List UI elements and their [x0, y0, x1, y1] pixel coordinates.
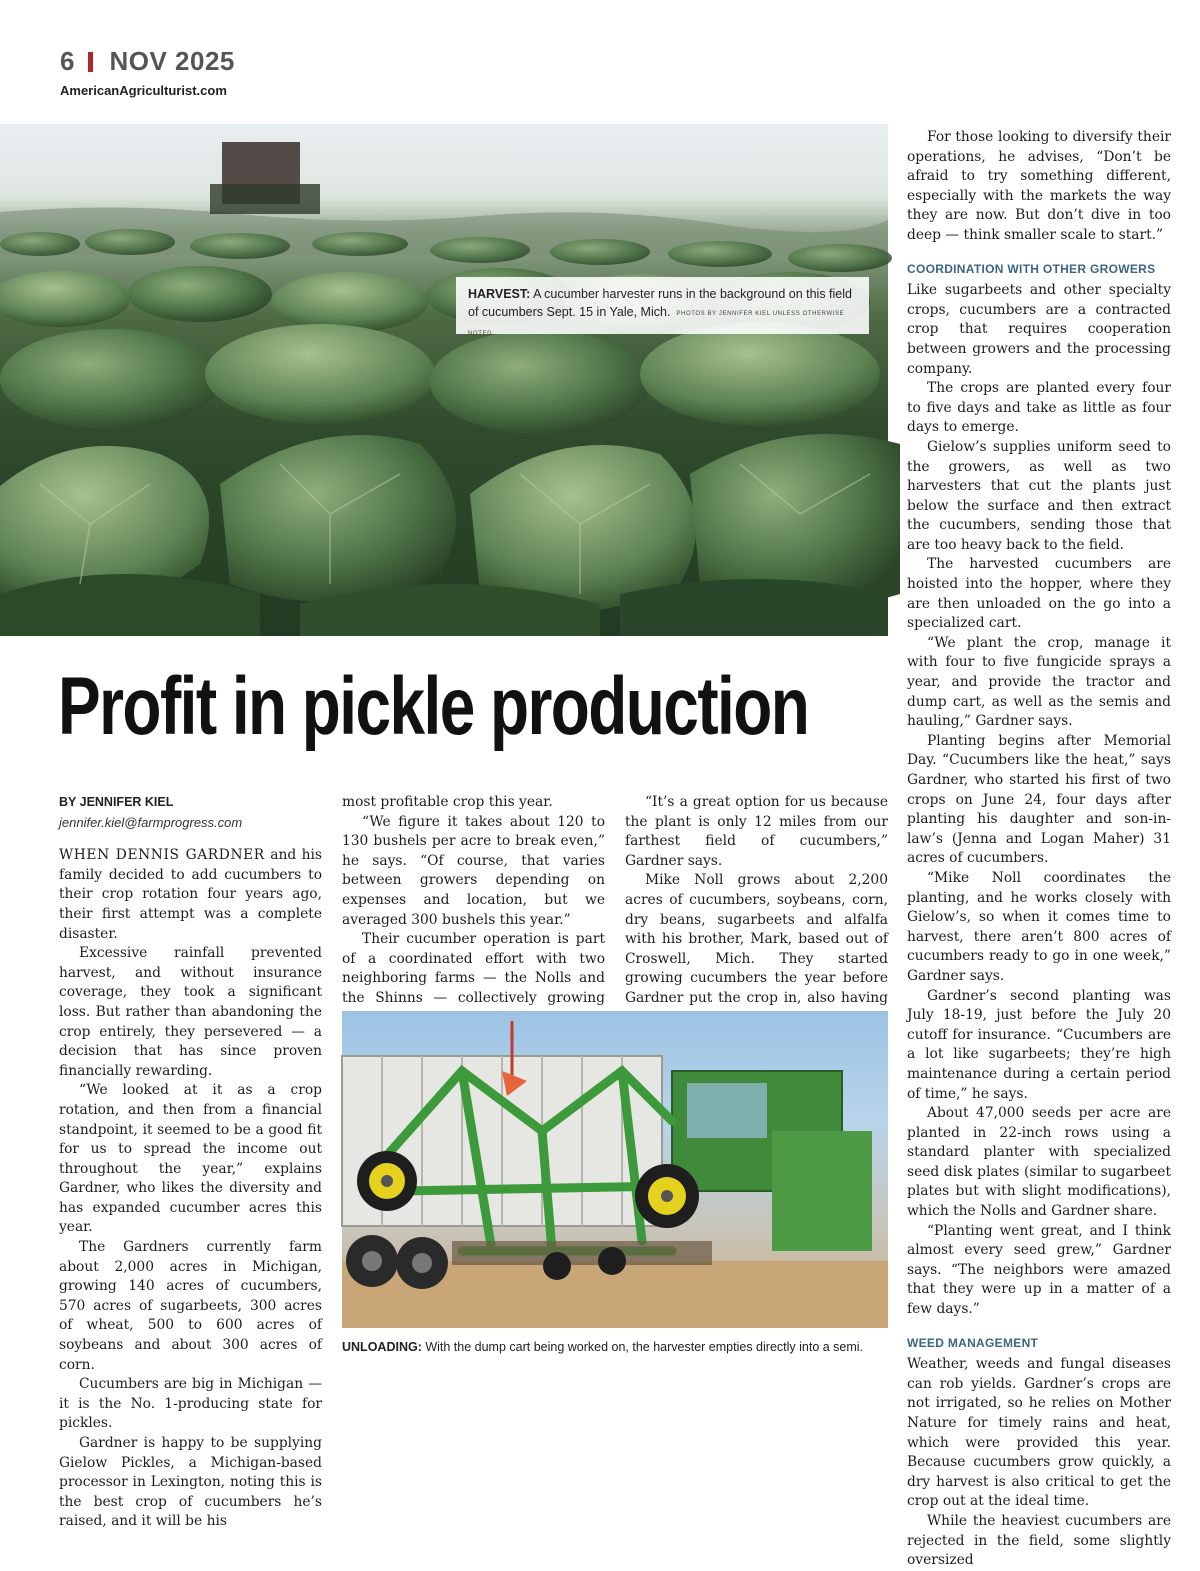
article-column-3 — [625, 793, 888, 1028]
harvester-illustration — [342, 1011, 888, 1328]
paragraph: The harvested cucumbers are hoisted into the hopper, where they are then unloaded on the go into a specialized cart. — [907, 556, 1171, 632]
byline: BY JENNIFER KIEL — [59, 795, 174, 809]
paragraph: Gielow’s supplies uniform seed to the growers, as well as two harvesters that cut the plants just below the surface and then extract the cucumbers, sending those that are too heavy back to the field. — [907, 438, 1171, 553]
paragraph: Like sugarbeets and other specialty crops, cucumbers are a contracted crop that requires cooperation between growers and the processing company. — [907, 282, 1171, 377]
paragraph: While the heaviest cucumbers are rejected in the field, some slightly oversized — [907, 1512, 1171, 1569]
paragraph: “We plant the crop, manage it with four to five fungicide sprays a year, and provide the tractor and dump cart, as well as the semis and hauling,” Gardner says. — [907, 634, 1171, 730]
paragraph: Cucumbers are big in Michigan — it is the No. 1-producing state for pickles. — [59, 1376, 322, 1432]
paragraph: Planting begins after Memorial Day. “Cucumbers like the heat,” says Gardner, who started his first of two crops on June 24, four days after planting his daughter and son-in-law’s (Jenna and Logan Maher) 31 acres of cucumbers. — [907, 732, 1171, 867]
article-headline: Profit in pickle production — [58, 661, 809, 752]
hero-caption-text: A cucumber harvester runs in the background on this field of cucumbers Sept. 15 in Yale, Mich. — [468, 287, 852, 319]
folio-divider — [88, 52, 93, 72]
article-column-2 — [342, 793, 605, 1028]
paragraph: “Planting went great, and I think almost every seed grew,” Gardner says. “The neighbors were amazed that they were up in a matter of a few days.” — [907, 1222, 1171, 1318]
paragraph: The crops are planted every four to five days and take as little as four days to emerge. — [907, 380, 1171, 436]
paragraph: Excessive rainfall prevented harvest, and without insurance coverage, they took a significant loss. But rather than abandoning the crop entirely, they persevered — a decision that has since proven financially rewarding. — [59, 945, 322, 1079]
subhead-coordination: COORDINATION WITH OTHER GROWERS — [907, 261, 1156, 276]
paragraph: The Gardners currently farm about 2,000 acres in Michigan, growing 140 acres of cucumbers, 570 acres of sugarbeets, 300 acres of wheat, 500 to 600 acres of soybeans and about 300 acres of corn. — [59, 1239, 322, 1373]
author-email[interactable]: jennifer.kiel@farmprogress.com — [59, 814, 243, 830]
hero-caption — [456, 277, 869, 337]
unloading-caption-label: UNLOADING: — [342, 1340, 422, 1354]
paragraph: For those looking to diversify their operations, he advises, “Don’t be afraid to try something different, especially with the markets the way they are now. But don’t dive in too deep — think smaller scale to start.” — [907, 129, 1171, 243]
photo-credit: PHOTOS BY JENNIFER KIEL UNLESS OTHERWISE NOTED — [468, 311, 845, 337]
subhead-weed-management: WEED MANAGEMENT — [907, 1335, 1039, 1350]
paragraph: most profitable crop this year. — [342, 794, 553, 810]
hero-caption-label: HARVEST: — [468, 287, 531, 301]
unloading-caption — [342, 1340, 888, 1354]
issue-date: NOV 2025 — [109, 46, 235, 76]
paragraph: Weather, weeds and fungal diseases can rob yields. Gardner’s crops are not irrigated, so he relies on Mother Nature for timely rains and heat, which were provided this year. Because cucumbers grow quickly, a dry harvest is also critical to get the crop out at the ideal time. — [907, 1356, 1171, 1510]
paragraph: “We looked at it as a crop rotation, and then from a financial standpoint, it seemed to be a good fit for us to spread the income out throughout the year,” explains Gardner, who likes the diversity and has expanded cucumber acres this year. — [59, 1082, 322, 1236]
lead-caps: WHEN DENNIS GARDNER — [59, 847, 265, 864]
article-column-1 — [59, 793, 322, 1532]
website-url[interactable]: AmericanAgriculturist.com — [60, 83, 227, 98]
paragraph: “We figure it takes about 120 to 130 bushels per acre to break even,” he says. “Of course, that varies between growers depending on expenses and location, but we averaged 300 bushels this year.” — [342, 813, 605, 928]
paragraph: Gardner’s second planting was July 18-19, just before the July 20 cutoff for insurance. “Cucumbers are a lot like sugarbeets; they’re high maintenance during a certain period of time,” he says. — [907, 987, 1171, 1102]
unloading-caption-text: With the dump cart being worked on, the harvester empties directly into a semi. — [421, 1340, 864, 1354]
lead-paragraph — [59, 846, 322, 944]
page-number: 6 — [60, 46, 75, 76]
article-column-4 — [907, 128, 1171, 1571]
unloading-photo — [342, 1011, 888, 1328]
paragraph: Mike Noll grows about 2,200 acres of cucumbers, soybeans, corn, dry beans, sugarbeets and alfalfa with his brother, Mark, based out of Croswell, Mich. They started growing cucumbers the year before Gardner put the crop in, also having — [625, 872, 888, 1006]
paragraph: Their cucumber operation is part of a coordinated effort with two neighboring farms — the Nolls and the Shinns — collectively growing — [342, 931, 605, 1006]
page-folio — [60, 46, 235, 77]
paragraph: “It’s a great option for us because the plant is only 12 miles from our farthest field of cucumbers,” Gardner says. — [625, 794, 888, 869]
paragraph: “Mike Noll coordinates the planting, and he works closely with Gielow’s, so when it comes time to harvest, there aren’t 800 acres of cucumbers ready to go in one week,” Gardner says. — [907, 869, 1171, 984]
hero-photo — [0, 124, 888, 636]
lead-text: and his family decided to add cucumbers to their crop rotation four years ago, their first attempt was a complete disaster. — [59, 847, 322, 942]
paragraph: Gardner is happy to be supplying Gielow Pickles, a Michigan-based processor in Lexington, noting this is the best crop of cucumbers he’s raised, and it will be his — [59, 1435, 322, 1530]
paragraph: About 47,000 seeds per acre are planted in 22-inch rows using a standard planter with specialized seed disk plates (similar to sugarbeet plates but with slight modifications), which the Nolls and Gardner share. — [907, 1105, 1171, 1220]
cucumber-field-illustration — [0, 124, 888, 636]
